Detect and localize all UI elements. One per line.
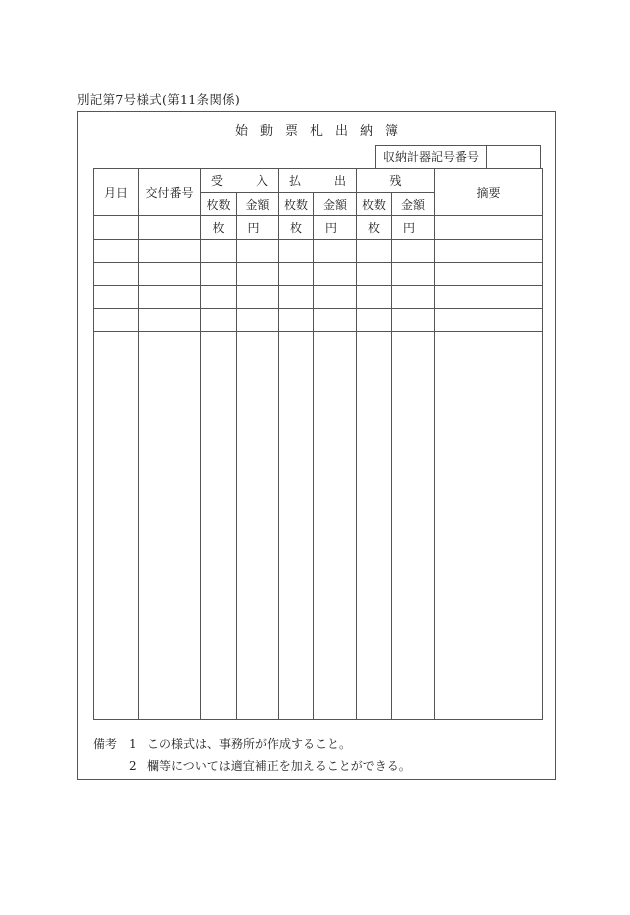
note-number: 1: [129, 737, 137, 751]
register-number-label: 収納計器記号番号: [376, 146, 487, 168]
cell[interactable]: [279, 332, 314, 720]
cell[interactable]: [139, 332, 201, 720]
cell[interactable]: [279, 239, 314, 262]
cell[interactable]: [139, 286, 201, 309]
header-remarks: 摘要: [435, 169, 543, 216]
note-number: 2: [129, 759, 137, 773]
cell[interactable]: [435, 332, 543, 720]
header-balance: 残: [357, 169, 435, 193]
cell[interactable]: [435, 286, 543, 309]
cell[interactable]: [435, 309, 543, 332]
header-paid-amount: 金額: [314, 193, 357, 216]
cell[interactable]: [201, 286, 237, 309]
cell[interactable]: [357, 309, 392, 332]
cell[interactable]: [435, 239, 543, 262]
table-row: [94, 262, 543, 285]
cell[interactable]: [94, 216, 139, 239]
cell[interactable]: [314, 262, 357, 285]
cell[interactable]: [139, 239, 201, 262]
unit-yen: 円: [237, 216, 279, 239]
form-caption: 別記第7号様式(第11条関係): [77, 92, 241, 107]
cell[interactable]: [237, 309, 279, 332]
cell[interactable]: [139, 309, 201, 332]
cell[interactable]: [94, 286, 139, 309]
header-paid-out: [279, 169, 357, 193]
cell[interactable]: [201, 309, 237, 332]
header-received-char: 受: [211, 174, 224, 189]
cell[interactable]: [237, 286, 279, 309]
cell[interactable]: [201, 239, 237, 262]
cell[interactable]: [201, 332, 237, 720]
cell[interactable]: [139, 216, 201, 239]
cell[interactable]: [314, 332, 357, 720]
table-row: [94, 286, 543, 309]
header-paid-out-char: 出: [333, 174, 346, 189]
cell[interactable]: [392, 332, 435, 720]
cell[interactable]: [237, 239, 279, 262]
cell[interactable]: [357, 239, 392, 262]
unit-count: 枚: [279, 216, 314, 239]
cell[interactable]: [279, 309, 314, 332]
header-received-char: 入: [255, 174, 268, 189]
header-paid-count: 枚数: [279, 193, 314, 216]
unit-count: 枚: [201, 216, 237, 239]
cell[interactable]: [279, 262, 314, 285]
cell[interactable]: [392, 309, 435, 332]
table-row: [94, 239, 543, 262]
note-text: 欄等については適宜補正を加えることができる。: [147, 759, 411, 773]
table-row: [94, 216, 543, 239]
table-row-large: [94, 332, 543, 720]
header-month-day: 月日: [94, 169, 139, 216]
cell[interactable]: [237, 262, 279, 285]
register-number-box: [375, 145, 541, 168]
cell[interactable]: [435, 262, 543, 285]
header-balance-count: 枚数: [357, 193, 392, 216]
cell[interactable]: [94, 239, 139, 262]
header-received-count: 枚数: [201, 193, 237, 216]
header-row-1: [94, 169, 543, 193]
cell[interactable]: [94, 262, 139, 285]
cell[interactable]: [279, 286, 314, 309]
unit-yen: 円: [314, 216, 357, 239]
header-issue-number: 交付番号: [139, 169, 201, 216]
unit-count: 枚: [357, 216, 392, 239]
note-text: この様式は、事務所が作成すること。: [147, 737, 352, 751]
form-title: [77, 120, 556, 139]
cell[interactable]: [314, 239, 357, 262]
cell[interactable]: [392, 262, 435, 285]
title-char: 動: [259, 124, 273, 139]
header-received-amount: 金額: [237, 193, 279, 216]
ledger-table: [93, 168, 543, 720]
title-char: 納: [360, 124, 374, 139]
cell[interactable]: [201, 262, 237, 285]
cell[interactable]: [392, 286, 435, 309]
cell[interactable]: [357, 332, 392, 720]
table-row: [94, 309, 543, 332]
cell[interactable]: [139, 262, 201, 285]
header-balance-amount: 金額: [392, 193, 435, 216]
title-char: 簿: [385, 124, 399, 139]
title-char: 出: [335, 124, 349, 139]
cell[interactable]: [357, 286, 392, 309]
title-char: 札: [309, 124, 323, 139]
title-char: 票: [284, 124, 298, 139]
cell[interactable]: [237, 332, 279, 720]
header-received: [201, 169, 279, 193]
cell[interactable]: [314, 286, 357, 309]
cell[interactable]: [94, 332, 139, 720]
header-paid-out-char: 払: [289, 174, 302, 189]
title-char: 始: [234, 124, 248, 139]
cell[interactable]: [435, 216, 543, 239]
cell[interactable]: [357, 262, 392, 285]
register-number-field[interactable]: [487, 146, 540, 168]
cell[interactable]: [94, 309, 139, 332]
notes-label: 備考: [93, 737, 118, 751]
cell[interactable]: [392, 239, 435, 262]
unit-yen: 円: [392, 216, 435, 239]
cell[interactable]: [314, 309, 357, 332]
